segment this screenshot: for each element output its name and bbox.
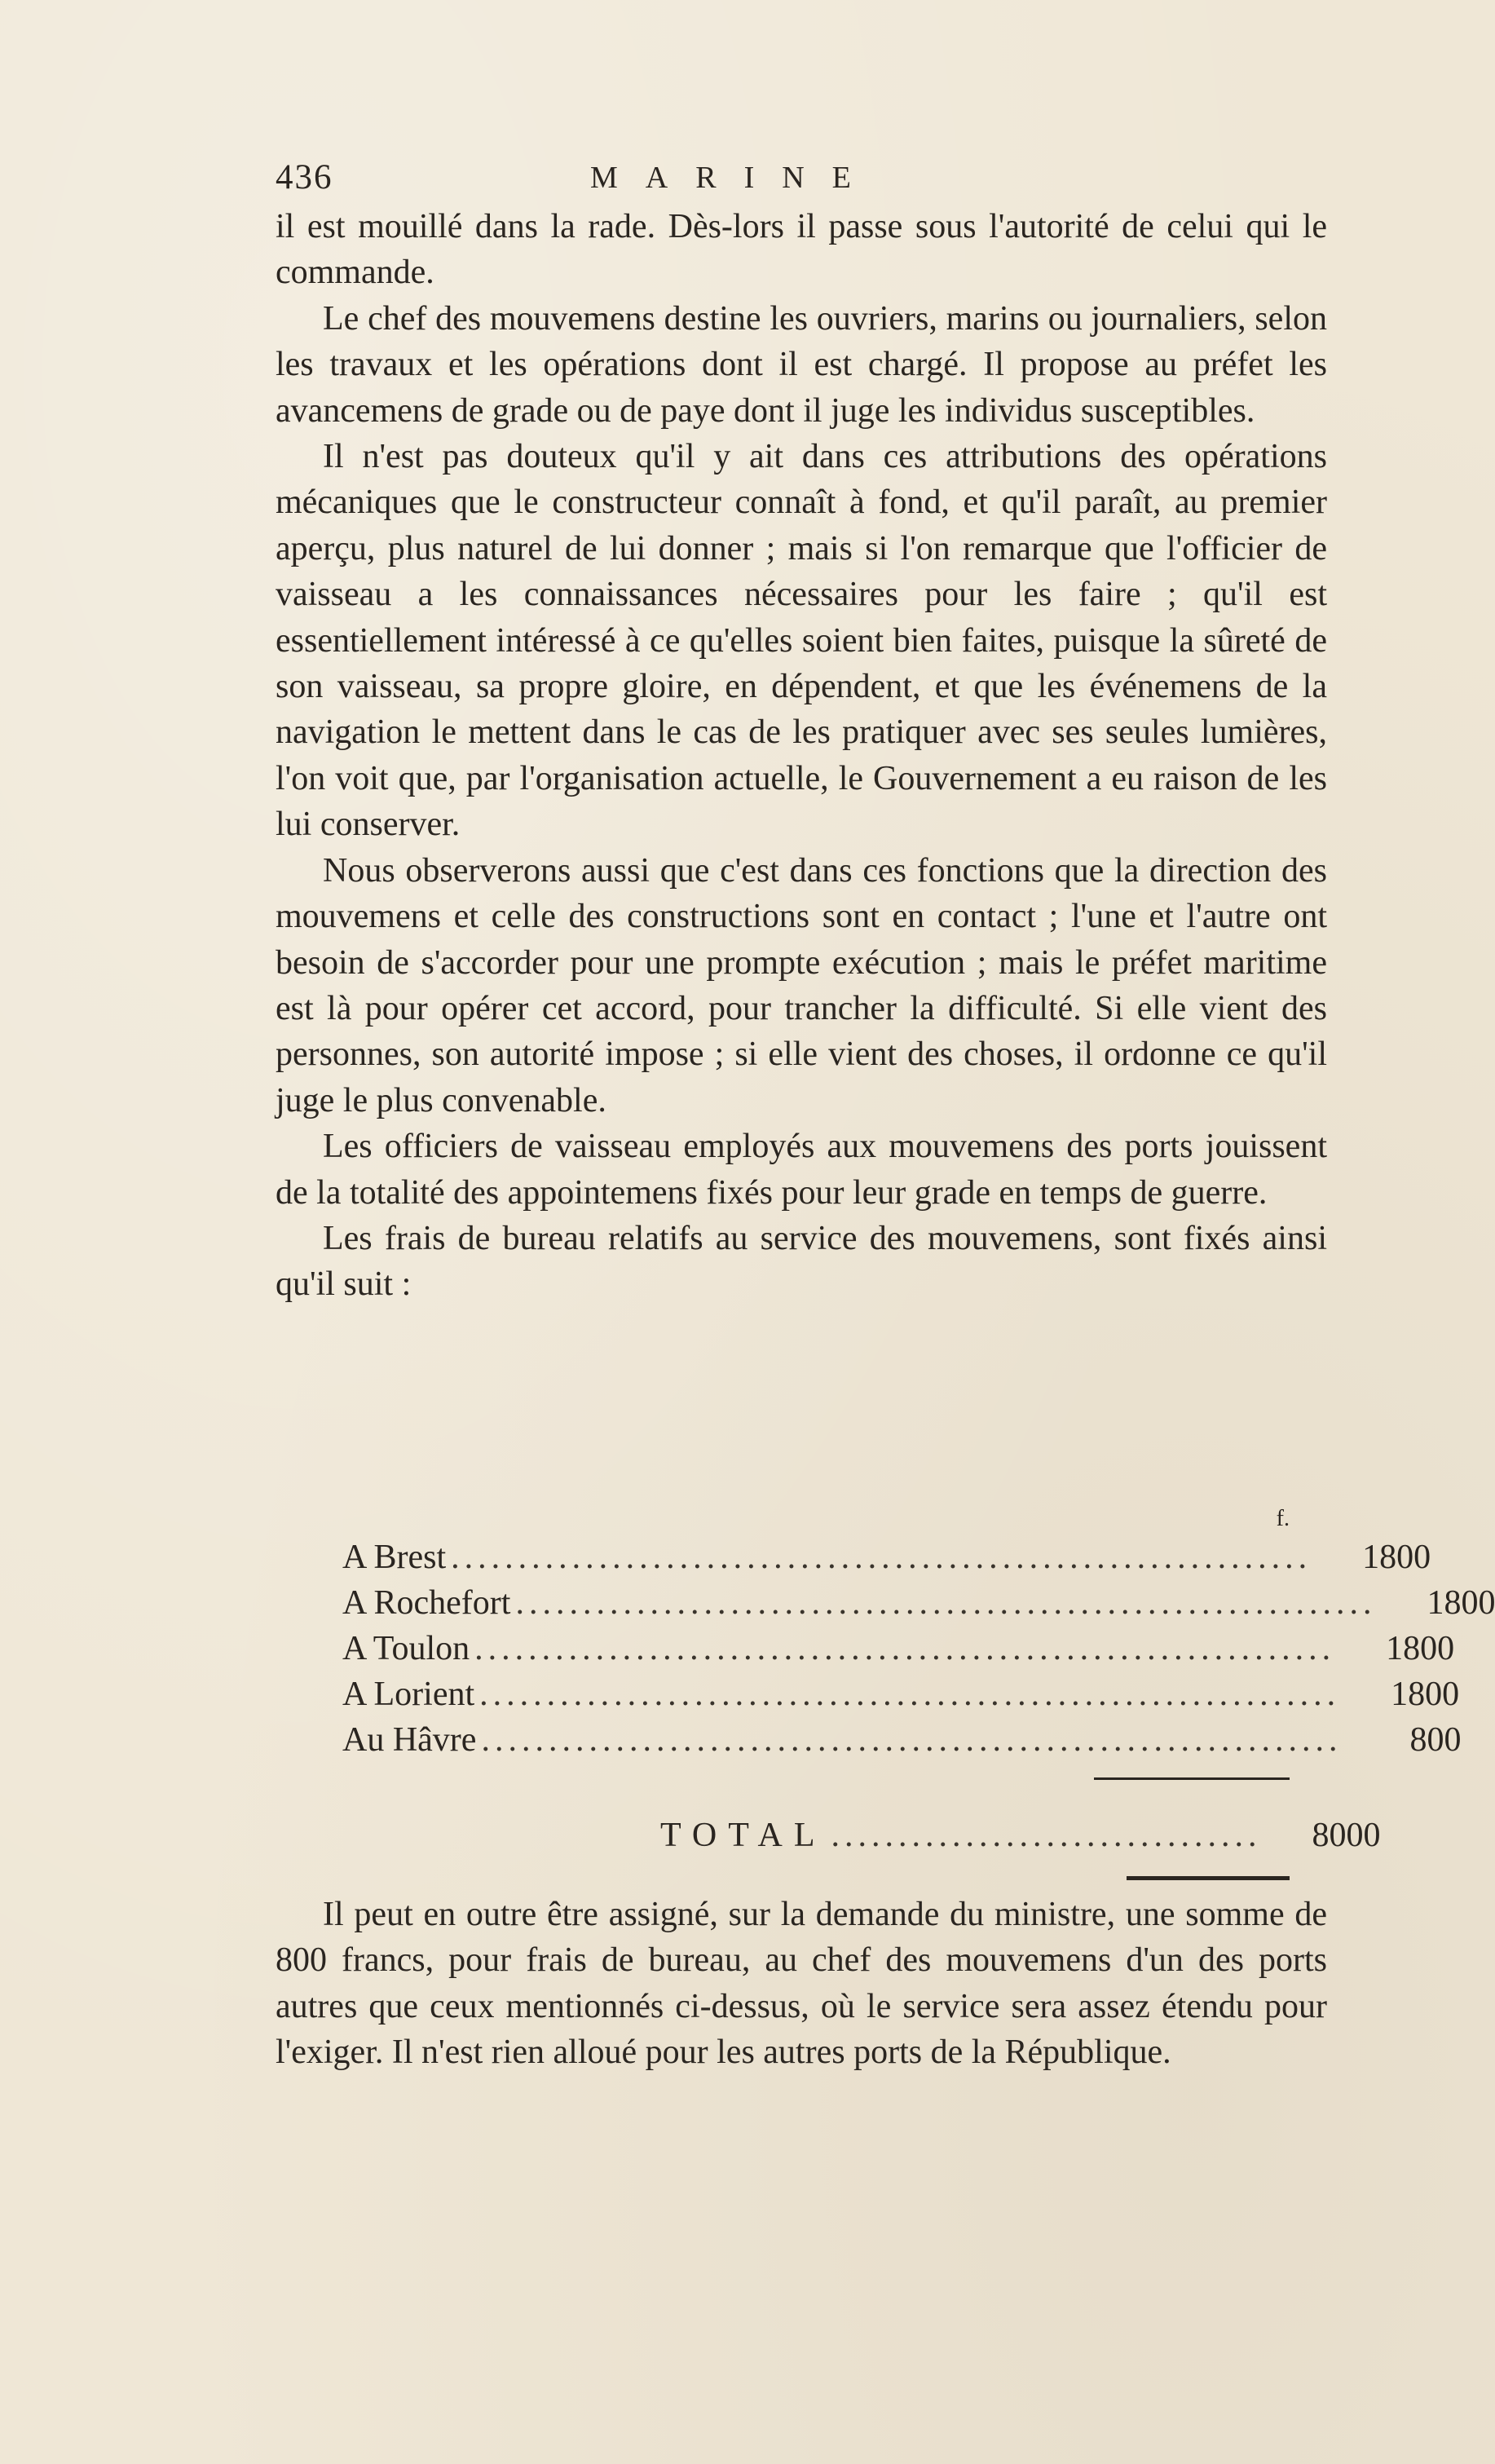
fee-table (342, 1506, 1495, 1880)
fee-row (342, 1534, 1431, 1580)
total-amount: 8000 (1312, 1817, 1381, 1854)
paragraph-chef-des-mouvemens: Le chef des mouvemens destine les ouvriers, marins ou journaliers, selon les travaux et les opérations dont il est chargé. Il propose au préfet les avancemens de grade ou de paye dont il juge les individus susceptibles. (276, 299, 1327, 430)
total-row (342, 1813, 1381, 1858)
fee-row (342, 1580, 1495, 1626)
end-rule (1127, 1876, 1290, 1880)
fee-amount: 1800 (1391, 1676, 1460, 1713)
dot-leader: ................................................................ (451, 1539, 1312, 1576)
dot-leader: ................................................................ (474, 1630, 1336, 1667)
fee-amount: 800 (1409, 1721, 1462, 1759)
fee-row (342, 1717, 1462, 1763)
fee-port-label: A Toulon (342, 1630, 470, 1667)
running-title: MARINE (590, 161, 879, 195)
fee-port-label: A Rochefort (342, 1584, 511, 1622)
running-head (276, 153, 1327, 202)
dot-leader: ................................................................ (481, 1721, 1343, 1759)
page-number: 436 (276, 158, 333, 197)
paragraph-appointemens: Les officiers de vaisseau employés aux mouvemens des ports jouissent de la totalité des appointemens fixés pour leur grade en temps de guerre. (276, 1128, 1327, 1212)
paragraph-frais-de-bureau: Les frais de bureau relatifs au service des mouvemens, sont fixés ainsi qu'il suit : (276, 1219, 1327, 1304)
currency-unit: f. (1276, 1506, 1290, 1531)
dot-leader: ................................ (831, 1817, 1262, 1854)
fee-port-label: A Lorient (342, 1676, 475, 1713)
paragraph-closing: Il peut en outre être assigné, sur la demande du ministre, une somme de 800 francs, pour frais de bureau, au chef des mouvemens d'un des ports autres que ceux mentionnés ci-dessus, où le service sera assez étendu pour l'exiger. Il n'est rien alloué pour les autres ports de la République. (276, 1896, 1327, 2072)
total-label: TOTAL (660, 1817, 827, 1854)
paragraph-contact: Nous observerons aussi que c'est dans ces fonctions que la direction des mouvemens et celle des constructions sont en contact ; l'une et l'autre ont besoin de s'accorder pour une prompte exécution ; mais le préfet maritime est là pour opérer cet accord, pour trancher la difficulté. Si elle vient des personnes, son autorité impose ; si elle vient des choses, il ordonne ce qu'il juge le plus convenable. (276, 851, 1327, 1119)
fee-amount: 1800 (1386, 1630, 1455, 1667)
body-text (276, 204, 1327, 1308)
dot-leader: ................................................................ (515, 1584, 1377, 1622)
paragraph-continuation: il est mouillé dans la rade. Dès-lors il passe sous l'autorité de celui qui le commande. (276, 208, 1327, 292)
fee-row (342, 1671, 1460, 1717)
fee-amount: 1800 (1427, 1584, 1495, 1622)
sum-rule (1094, 1777, 1290, 1780)
fee-row (342, 1626, 1455, 1671)
fee-amount: 1800 (1362, 1539, 1431, 1576)
dot-leader: ................................................................ (479, 1676, 1341, 1713)
closing-text (276, 1892, 1327, 2076)
fee-port-label: Au Hâvre (342, 1721, 477, 1759)
fee-port-label: A Brest (342, 1539, 447, 1576)
paragraph-attributions: Il n'est pas douteux qu'il y ait dans ces attributions des opérations mécaniques que le constructeur connaît à fond, et qu'il paraît, au premier aperçu, plus naturel de lui donner ; mais si l'on remarque que l'officier de vaisseau a les connaissances nécessaires pour les faire ; qu'il est essentiellement intéressé à ce qu'elles soient bien faites, puisque la sûreté de son vaisseau, sa propre gloire, en dépendent, et que les événemens de la navigation le mettent dans le cas de les pratiquer avec ses seules lumières, l'on voit que, par l'organisation actuelle, le Gouvernement a eu raison de les lui conserver. (276, 438, 1327, 844)
